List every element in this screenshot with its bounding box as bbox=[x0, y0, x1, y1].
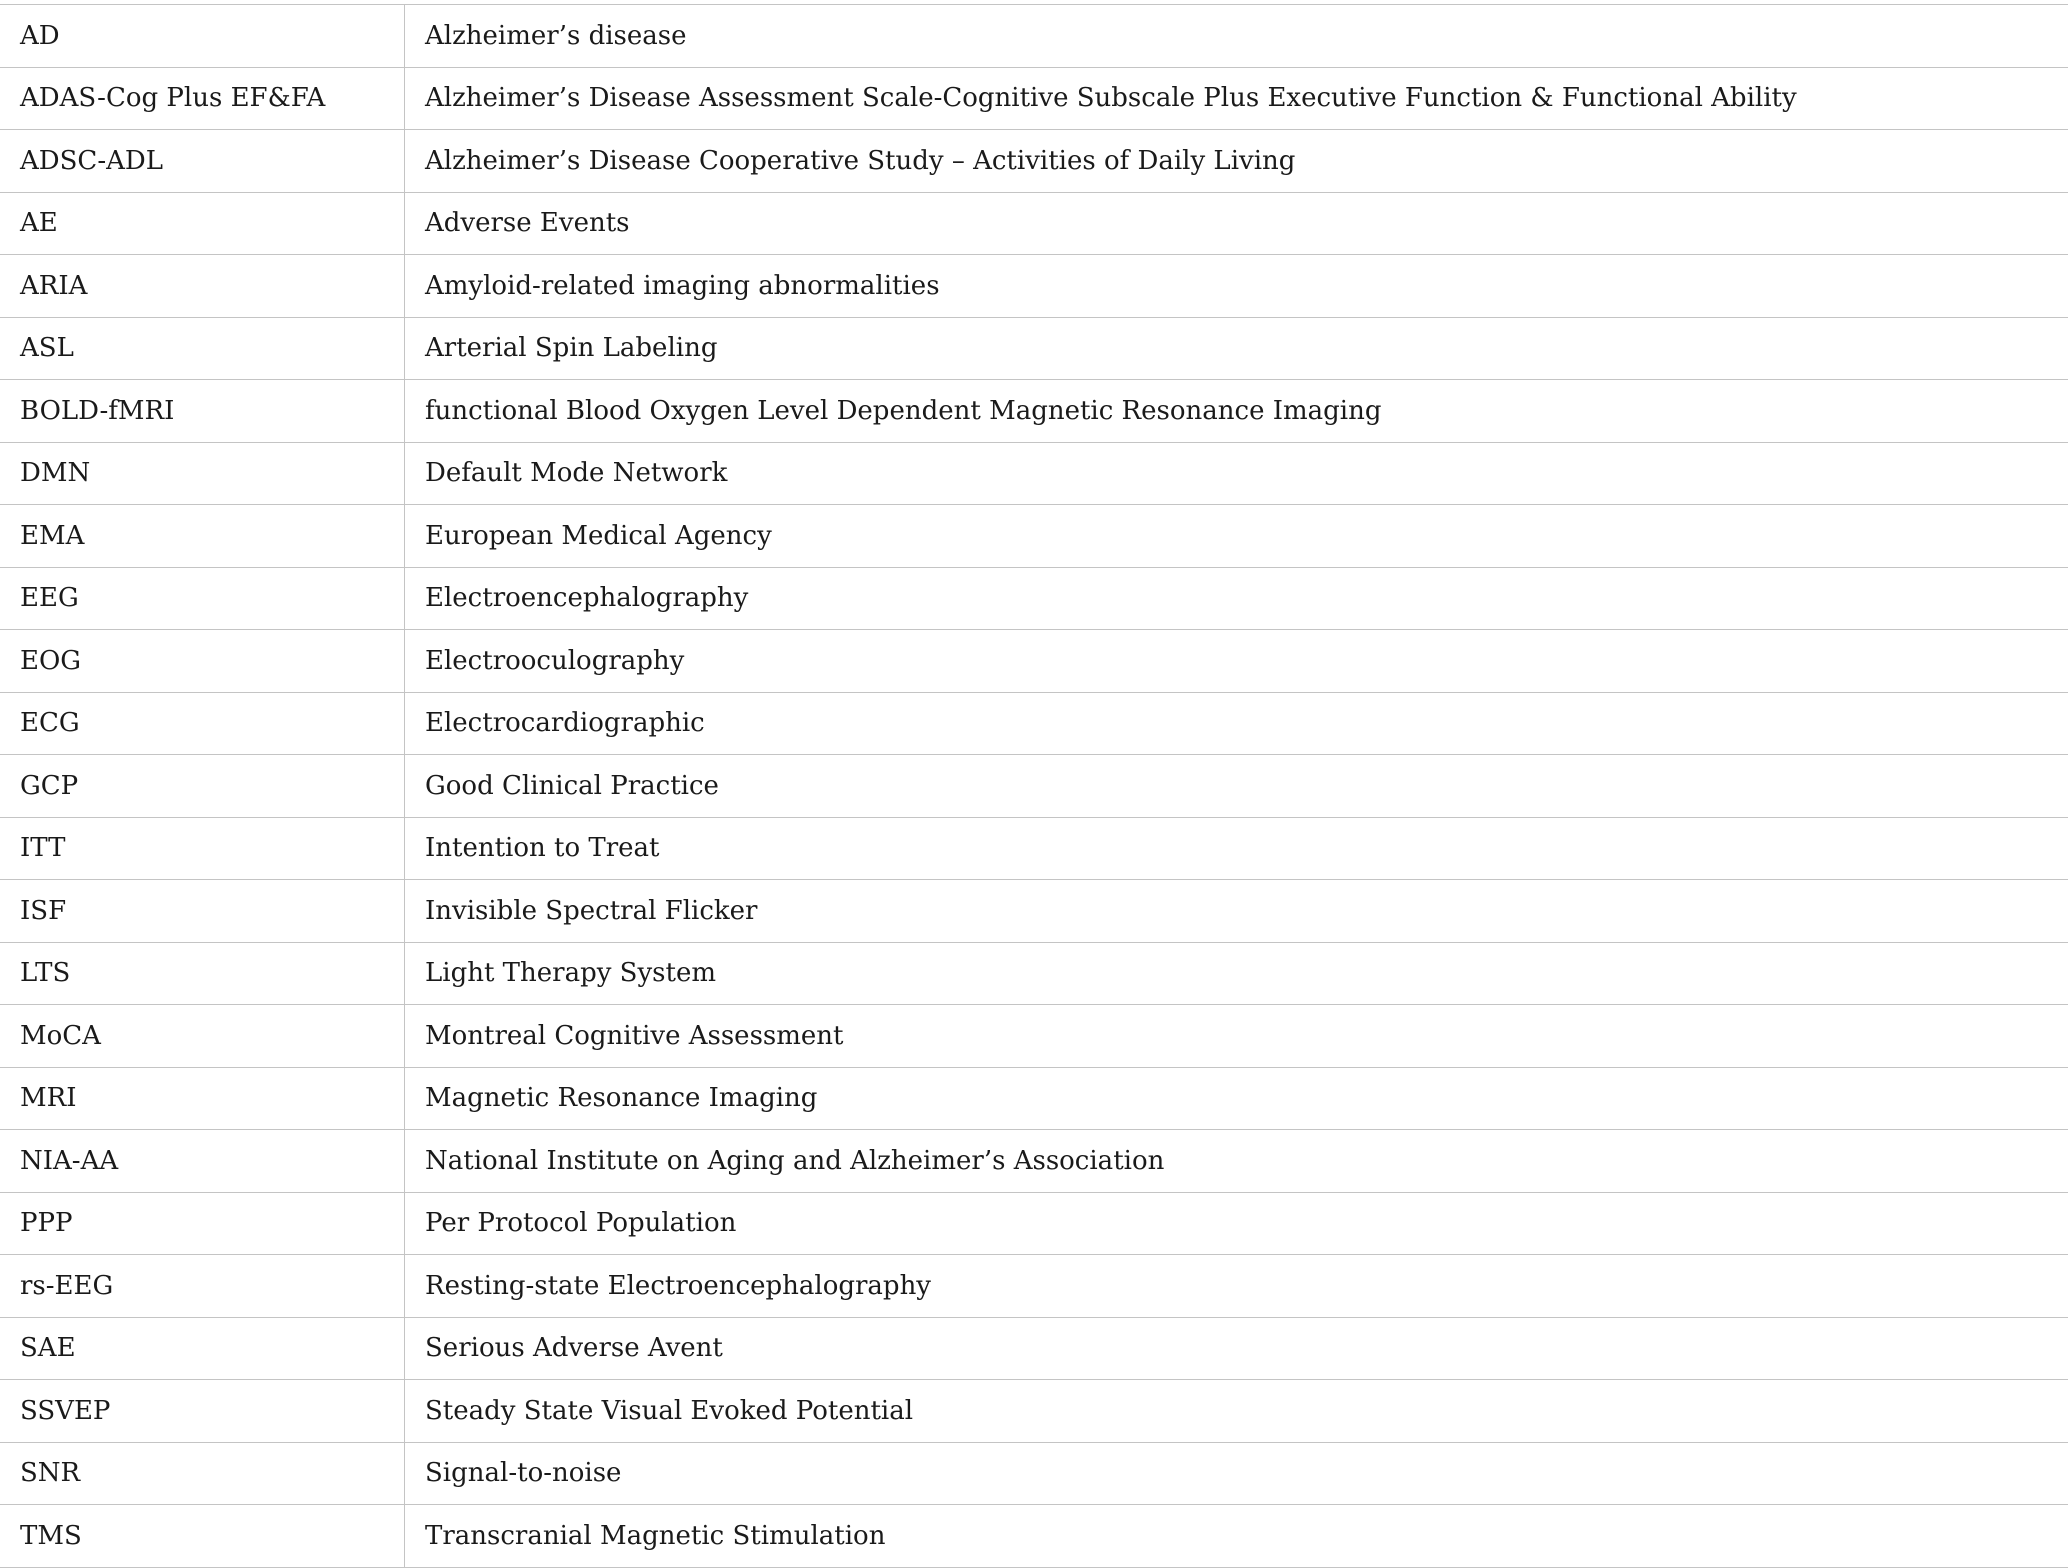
abbreviation-cell: SNR bbox=[0, 1442, 405, 1505]
table-row bbox=[0, 1005, 2068, 1068]
abbreviation-cell: ECG bbox=[0, 692, 405, 755]
table-row bbox=[0, 817, 2068, 880]
abbreviation-cell: AD bbox=[0, 5, 405, 68]
abbreviation-cell: BOLD-fMRI bbox=[0, 380, 405, 443]
definition-cell: Signal-to-noise bbox=[405, 1442, 2068, 1505]
definition-cell: European Medical Agency bbox=[405, 505, 2068, 568]
definition-cell: Serious Adverse Avent bbox=[405, 1317, 2068, 1380]
table-row bbox=[0, 1317, 2068, 1380]
table-row bbox=[0, 317, 2068, 380]
definition-cell: Steady State Visual Evoked Potential bbox=[405, 1380, 2068, 1443]
table-row bbox=[0, 1442, 2068, 1505]
definition-cell: Magnetic Resonance Imaging bbox=[405, 1067, 2068, 1130]
abbreviation-cell: GCP bbox=[0, 755, 405, 818]
definition-cell: Arterial Spin Labeling bbox=[405, 317, 2068, 380]
abbreviation-cell: NIA-AA bbox=[0, 1130, 405, 1193]
abbreviation-cell: ARIA bbox=[0, 255, 405, 318]
table-row bbox=[0, 1505, 2068, 1568]
definition-cell: Good Clinical Practice bbox=[405, 755, 2068, 818]
table-row bbox=[0, 130, 2068, 193]
definition-cell: Transcranial Magnetic Stimulation bbox=[405, 1505, 2068, 1568]
abbreviation-cell: LTS bbox=[0, 942, 405, 1005]
abbreviation-cell: ASL bbox=[0, 317, 405, 380]
definition-cell: Alzheimer’s Disease Assessment Scale-Cognitive Subscale Plus Executive Function & Functional Ability bbox=[405, 67, 2068, 130]
abbreviation-cell: MRI bbox=[0, 1067, 405, 1130]
table-row bbox=[0, 192, 2068, 255]
table-row bbox=[0, 5, 2068, 68]
abbreviation-cell: ADSC-ADL bbox=[0, 130, 405, 193]
definition-cell: Light Therapy System bbox=[405, 942, 2068, 1005]
table-row bbox=[0, 255, 2068, 318]
abbreviation-cell: rs-EEG bbox=[0, 1255, 405, 1318]
abbreviation-cell: ISF bbox=[0, 880, 405, 943]
table-row bbox=[0, 567, 2068, 630]
abbreviation-cell: ADAS-Cog Plus EF&FA bbox=[0, 67, 405, 130]
abbreviation-cell: EEG bbox=[0, 567, 405, 630]
definition-cell: Invisible Spectral Flicker bbox=[405, 880, 2068, 943]
abbreviation-cell: MoCA bbox=[0, 1005, 405, 1068]
abbreviations-table-body bbox=[0, 5, 2068, 1568]
definition-cell: Intention to Treat bbox=[405, 817, 2068, 880]
abbreviation-cell: SSVEP bbox=[0, 1380, 405, 1443]
abbreviation-cell: EMA bbox=[0, 505, 405, 568]
table-row bbox=[0, 1130, 2068, 1193]
table-row bbox=[0, 942, 2068, 1005]
table-row bbox=[0, 1380, 2068, 1443]
definition-cell: Default Mode Network bbox=[405, 442, 2068, 505]
definition-cell: Resting-state Electroencephalography bbox=[405, 1255, 2068, 1318]
definition-cell: Electrocardiographic bbox=[405, 692, 2068, 755]
abbreviation-cell: TMS bbox=[0, 1505, 405, 1568]
abbreviations-table-container bbox=[0, 4, 2068, 1568]
definition-cell: Adverse Events bbox=[405, 192, 2068, 255]
table-row bbox=[0, 692, 2068, 755]
table-row bbox=[0, 1255, 2068, 1318]
table-row bbox=[0, 442, 2068, 505]
definition-cell: Amyloid-related imaging abnormalities bbox=[405, 255, 2068, 318]
table-row bbox=[0, 630, 2068, 693]
definition-cell: functional Blood Oxygen Level Dependent Magnetic Resonance Imaging bbox=[405, 380, 2068, 443]
abbreviation-cell: DMN bbox=[0, 442, 405, 505]
abbreviation-cell: SAE bbox=[0, 1317, 405, 1380]
definition-cell: Electroencephalography bbox=[405, 567, 2068, 630]
definition-cell: Alzheimer’s disease bbox=[405, 5, 2068, 68]
table-row bbox=[0, 755, 2068, 818]
definition-cell: National Institute on Aging and Alzheimer’s Association bbox=[405, 1130, 2068, 1193]
abbreviation-cell: ITT bbox=[0, 817, 405, 880]
table-row bbox=[0, 880, 2068, 943]
table-row bbox=[0, 380, 2068, 443]
definition-cell: Per Protocol Population bbox=[405, 1192, 2068, 1255]
table-row bbox=[0, 505, 2068, 568]
abbreviations-table bbox=[0, 4, 2068, 1568]
abbreviation-cell: PPP bbox=[0, 1192, 405, 1255]
table-row bbox=[0, 1192, 2068, 1255]
table-row bbox=[0, 67, 2068, 130]
table-row bbox=[0, 1067, 2068, 1130]
definition-cell: Electrooculography bbox=[405, 630, 2068, 693]
abbreviation-cell: EOG bbox=[0, 630, 405, 693]
definition-cell: Montreal Cognitive Assessment bbox=[405, 1005, 2068, 1068]
definition-cell: Alzheimer’s Disease Cooperative Study – Activities of Daily Living bbox=[405, 130, 2068, 193]
abbreviation-cell: AE bbox=[0, 192, 405, 255]
